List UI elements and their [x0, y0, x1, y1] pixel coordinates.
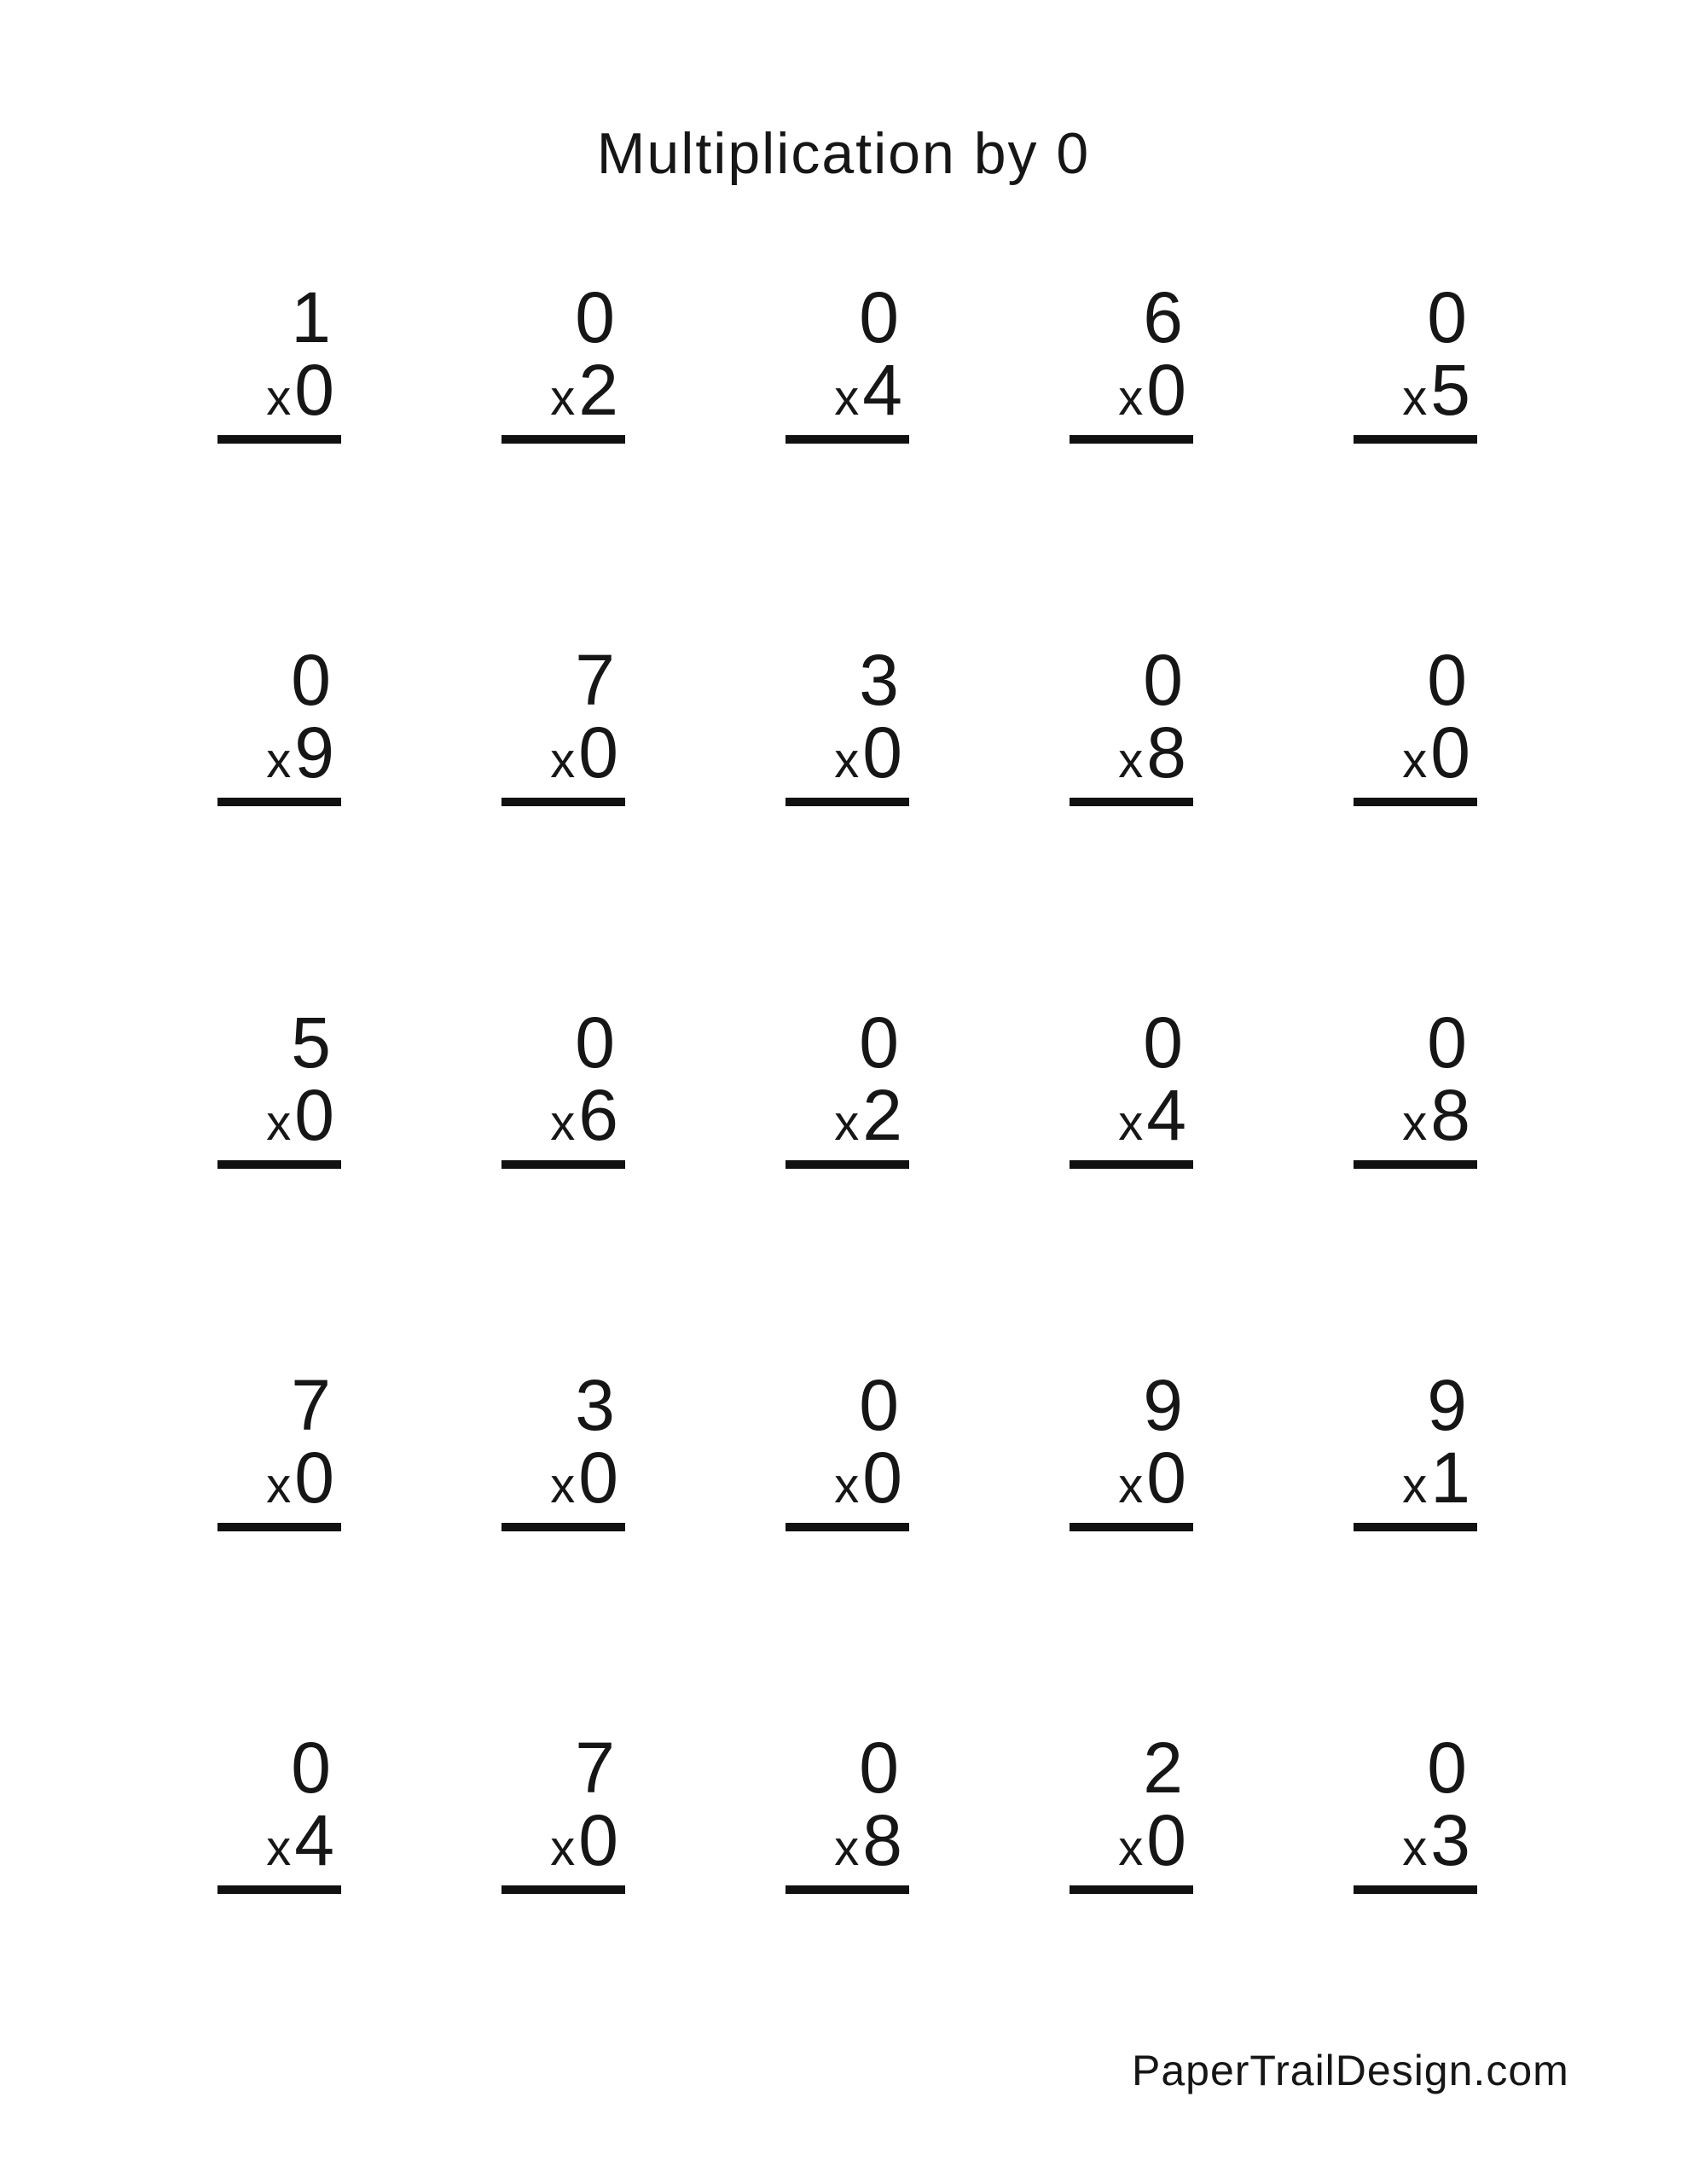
website-credit: PaperTrailDesign.com	[1132, 2047, 1569, 2094]
multiplier-row	[217, 1075, 341, 1159]
multiplication-problem	[501, 1002, 625, 1169]
multiplicand: 0	[1427, 1728, 1467, 1808]
multiplication-problem	[501, 1365, 625, 1531]
multiplier-row	[786, 712, 909, 797]
multiply-sign: x	[266, 1095, 292, 1151]
multiplier-row	[217, 1438, 341, 1522]
multiply-sign: x	[1402, 733, 1428, 788]
multiplier-row	[501, 1438, 625, 1522]
multiplication-problem	[217, 1728, 341, 1894]
worksheet-title: Multiplication by 0	[596, 121, 1091, 186]
answer-line	[1354, 798, 1477, 806]
answer-line	[217, 1160, 341, 1169]
multiplicand: 0	[291, 1728, 331, 1808]
multiply-sign: x	[1118, 1458, 1144, 1513]
multiplicand: 1	[291, 277, 331, 357]
multiplier-row	[217, 1800, 341, 1885]
multiplicand: 3	[859, 640, 899, 720]
multiply-sign: x	[1118, 370, 1144, 426]
multiplier-digit: 0	[1146, 1800, 1186, 1880]
multiply-sign: x	[1118, 1095, 1144, 1151]
multiplier-digit: 0	[578, 1800, 618, 1880]
multiplier-row	[501, 350, 625, 434]
multiplier-digit: 4	[1146, 1075, 1186, 1155]
multiplicand: 0	[859, 1728, 899, 1808]
multiplier-row	[501, 1075, 625, 1159]
multiply-sign: x	[834, 733, 860, 788]
multiplicand: 5	[291, 1002, 331, 1083]
multiplier-digit: 5	[1430, 350, 1470, 430]
multiplicand: 0	[859, 277, 899, 357]
multiplier-digit: 0	[578, 712, 618, 793]
multiplier-row	[501, 712, 625, 797]
multiplier-row	[1354, 1075, 1477, 1159]
multiplication-problem	[1354, 640, 1477, 806]
multiplication-problem	[1354, 1728, 1477, 1894]
multiplier-digit: 0	[1146, 350, 1186, 430]
multiplier-digit: 8	[862, 1800, 902, 1880]
multiplication-problem	[786, 1002, 909, 1169]
multiplicand: 0	[575, 1002, 615, 1083]
multiplication-problem	[217, 640, 341, 806]
multiplication-problem	[1354, 277, 1477, 444]
multiply-sign: x	[266, 370, 292, 426]
multiply-sign: x	[266, 733, 292, 788]
multiplicand: 0	[575, 277, 615, 357]
multiply-sign: x	[550, 370, 576, 426]
multiplier-row	[217, 712, 341, 797]
multiplier-digit: 4	[862, 350, 902, 430]
answer-line	[1070, 1160, 1193, 1169]
multiplication-problem	[1070, 1002, 1193, 1169]
multiplier-row	[217, 350, 341, 434]
multiply-sign: x	[834, 1821, 860, 1876]
multiply-sign: x	[550, 1821, 576, 1876]
answer-line	[1354, 1523, 1477, 1531]
multiplier-digit: 0	[294, 1075, 334, 1155]
multiplier-digit: 0	[294, 1438, 334, 1518]
answer-line	[786, 435, 909, 444]
multiplier-digit: 8	[1430, 1075, 1470, 1155]
multiplier-digit: 1	[1430, 1438, 1470, 1518]
answer-line	[786, 1160, 909, 1169]
multiplication-problem	[1070, 640, 1193, 806]
multiplier-row	[1354, 350, 1477, 434]
multiplicand: 0	[1427, 277, 1467, 357]
problems-grid	[217, 277, 1477, 1894]
multiplier-row	[786, 1438, 909, 1522]
multiplier-row	[501, 1800, 625, 1885]
answer-line	[501, 798, 625, 806]
multiplicand: 0	[1427, 1002, 1467, 1083]
answer-line	[1070, 435, 1193, 444]
multiplier-row	[1070, 1800, 1193, 1885]
multiplicand: 2	[1143, 1728, 1183, 1808]
multiplier-row	[1354, 1438, 1477, 1522]
multiply-sign: x	[834, 1095, 860, 1151]
answer-line	[501, 1523, 625, 1531]
multiplier-row	[786, 350, 909, 434]
multiplicand: 7	[575, 1728, 615, 1808]
multiplication-problem	[1070, 1728, 1193, 1894]
multiplier-digit: 3	[1430, 1800, 1470, 1880]
multiplicand: 0	[291, 640, 331, 720]
multiplier-row	[1354, 1800, 1477, 1885]
multiplier-row	[786, 1800, 909, 1885]
multiplier-digit: 8	[1146, 712, 1186, 793]
multiplier-digit: 2	[862, 1075, 902, 1155]
answer-line	[217, 798, 341, 806]
multiplication-problem	[1354, 1002, 1477, 1169]
multiply-sign: x	[550, 1095, 576, 1151]
multiplier-row	[1070, 1075, 1193, 1159]
multiplicand: 0	[1143, 640, 1183, 720]
multiplicand: 9	[1143, 1365, 1183, 1445]
multiplier-digit: 9	[294, 712, 334, 793]
multiplication-problem	[501, 277, 625, 444]
answer-line	[1354, 435, 1477, 444]
multiplier-digit: 6	[578, 1075, 618, 1155]
multiply-sign: x	[1402, 1458, 1428, 1513]
multiplier-digit: 2	[578, 350, 618, 430]
multiplication-problem	[786, 1728, 909, 1894]
multiplication-problem	[217, 1365, 341, 1531]
multiplier-digit: 0	[294, 350, 334, 430]
multiplier-row	[1070, 712, 1193, 797]
multiplication-problem	[1070, 1365, 1193, 1531]
multiply-sign: x	[1402, 370, 1428, 426]
multiplicand: 7	[575, 640, 615, 720]
answer-line	[217, 1523, 341, 1531]
multiplier-digit: 0	[862, 1438, 902, 1518]
multiplication-problem	[217, 1002, 341, 1169]
answer-line	[1354, 1160, 1477, 1169]
multiplication-problem	[1070, 277, 1193, 444]
answer-line	[1354, 1885, 1477, 1894]
multiply-sign: x	[834, 1458, 860, 1513]
multiplication-problem	[501, 640, 625, 806]
multiply-sign: x	[1118, 733, 1144, 788]
multiply-sign: x	[1118, 1821, 1144, 1876]
multiplication-problem	[786, 277, 909, 444]
multiplication-problem	[1354, 1365, 1477, 1531]
multiplicand: 0	[1427, 640, 1467, 720]
multiplicand: 0	[1143, 1002, 1183, 1083]
multiply-sign: x	[550, 733, 576, 788]
multiplicand: 6	[1143, 277, 1183, 357]
multiplier-digit: 4	[294, 1800, 334, 1880]
multiplication-problem	[786, 1365, 909, 1531]
multiplier-digit: 0	[862, 712, 902, 793]
multiplier-digit: 0	[1146, 1438, 1186, 1518]
multiplication-problem	[786, 640, 909, 806]
multiplication-problem	[217, 277, 341, 444]
answer-line	[1070, 798, 1193, 806]
multiply-sign: x	[266, 1458, 292, 1513]
multiplicand: 3	[575, 1365, 615, 1445]
multiply-sign: x	[1402, 1095, 1428, 1151]
multiplication-problem	[501, 1728, 625, 1894]
answer-line	[1070, 1523, 1193, 1531]
multiplier-digit: 0	[1430, 712, 1470, 793]
answer-line	[786, 1523, 909, 1531]
multiply-sign: x	[266, 1821, 292, 1876]
multiplier-row	[1070, 1438, 1193, 1522]
answer-line	[786, 1885, 909, 1894]
answer-line	[786, 798, 909, 806]
multiplicand: 7	[291, 1365, 331, 1445]
multiply-sign: x	[834, 370, 860, 426]
multiplier-row	[1354, 712, 1477, 797]
multiplier-row	[786, 1075, 909, 1159]
multiply-sign: x	[550, 1458, 576, 1513]
answer-line	[217, 1885, 341, 1894]
answer-line	[501, 1885, 625, 1894]
multiplicand: 0	[859, 1002, 899, 1083]
answer-line	[1070, 1885, 1193, 1894]
multiplicand: 0	[859, 1365, 899, 1445]
answer-line	[501, 435, 625, 444]
answer-line	[501, 1160, 625, 1169]
multiply-sign: x	[1402, 1821, 1428, 1876]
answer-line	[217, 435, 341, 444]
multiplier-digit: 0	[578, 1438, 618, 1518]
multiplier-row	[1070, 350, 1193, 434]
multiplicand: 9	[1427, 1365, 1467, 1445]
